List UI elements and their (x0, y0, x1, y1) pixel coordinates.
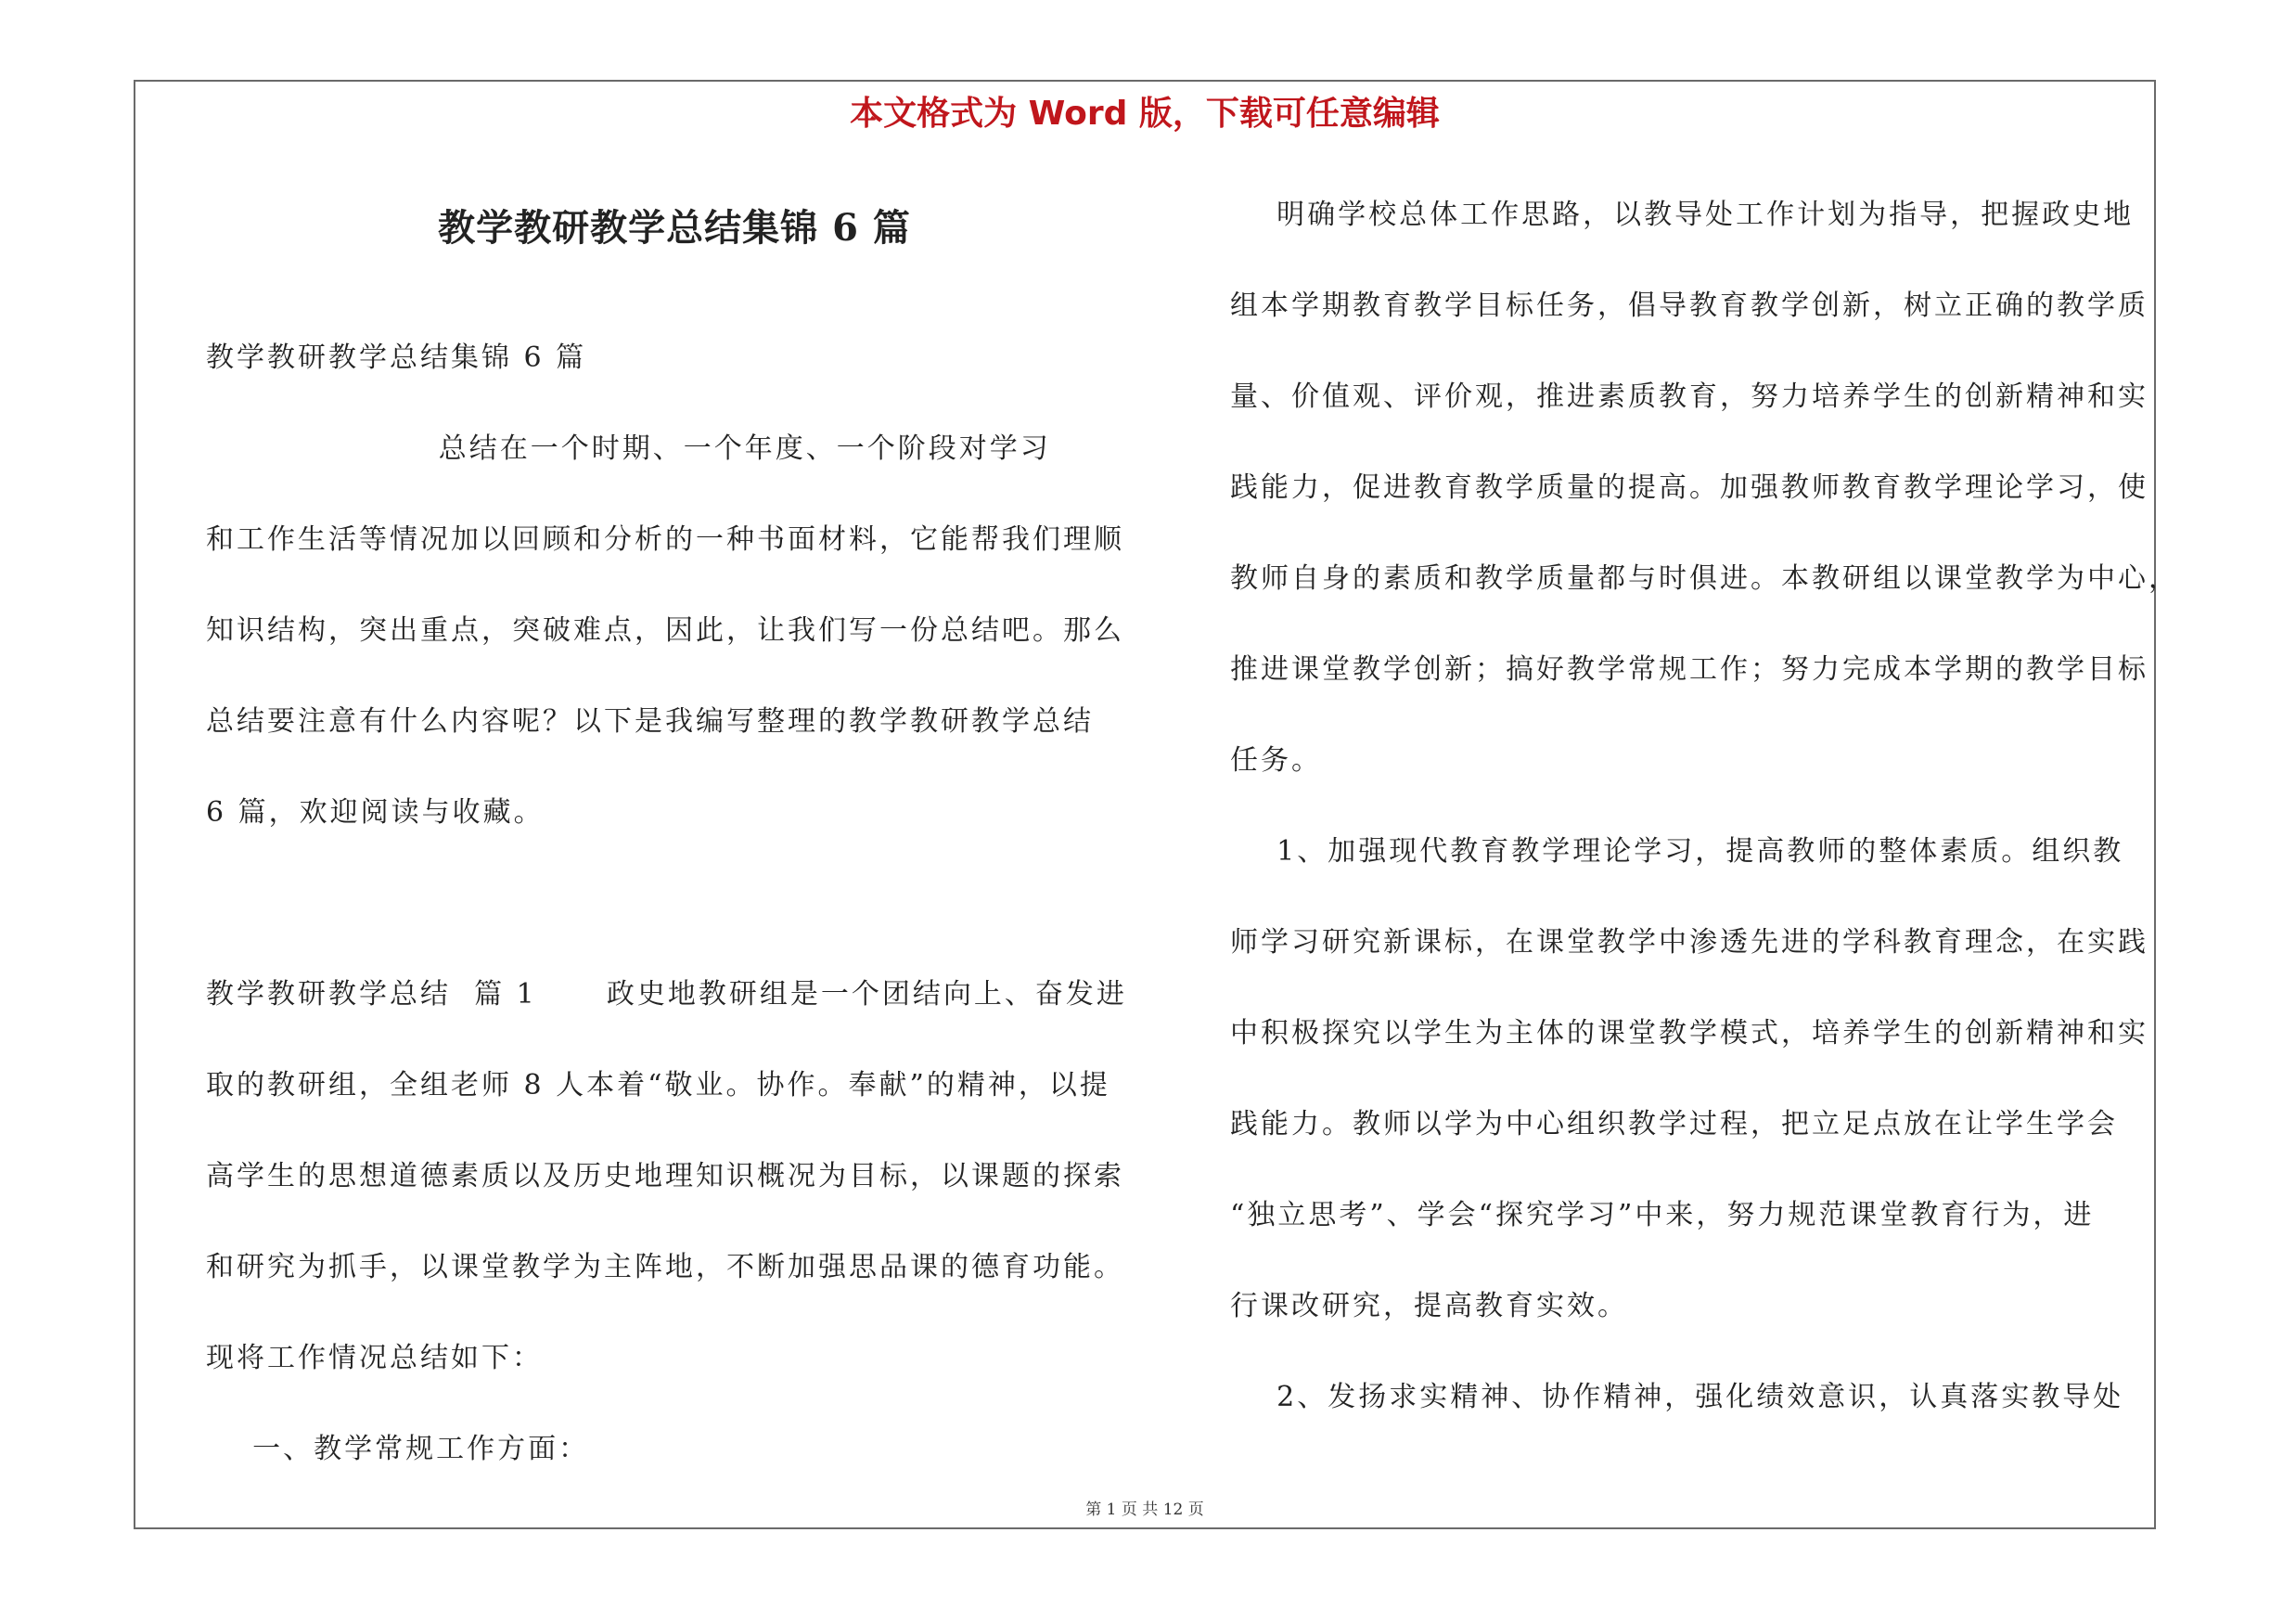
text-line: 6 篇，欢迎阅读与收藏。 (206, 796, 545, 829)
text-line: 现将工作情况总结如下： (206, 1342, 543, 1374)
text-line: 和研究为抓手，以课堂教学为主阵地，不断加强思品课的德育功能。 (206, 1251, 1124, 1283)
text-line: 总结要注意有什么内容呢？以下是我编写整理的教学教研教学总结 (206, 705, 1094, 738)
text-line: 任务。 (1230, 744, 1322, 777)
text-line: 践能力，促进教育教学质量的提高。加强教师教育教学理论学习，使 (1230, 471, 2148, 504)
text-line: 取的教研组，全组老师 8 人本着“敬业。协作。奉献”的精神，以提 (206, 1069, 1110, 1101)
text-line: 行课改研究，提高教育实效。 (1230, 1290, 1628, 1322)
text-line: 一、教学常规工作方面： (206, 1433, 590, 1465)
text-line: 高学生的思想道德素质以及历史地理知识概况为目标，以课题的探索 (206, 1160, 1124, 1192)
text-line: 总结在一个时期、一个年度、一个阶段对学习 (206, 432, 1051, 465)
text-line: 师学习研究新课标，在课堂教学中渗透先进的学科教育理念，在实践 (1230, 926, 2148, 959)
text-line: 教师自身的素质和教学质量都与时俱进。本教研组以课堂教学为中心， (1230, 562, 2179, 595)
text-line: 推进课堂教学创新；搞好教学常规工作；努力完成本学期的教学目标 (1230, 653, 2148, 686)
text-line: 明确学校总体工作思路，以教导处工作计划为指导，把握政史地 (1230, 199, 2135, 231)
text-line: 中积极探究以学生为主体的课堂教学模式，培养学生的创新精神和实 (1230, 1017, 2148, 1050)
document-title: 教学教研教学总结集锦 6 篇 (438, 206, 911, 250)
text-line: 组本学期教育教学目标任务，倡导教育教学创新，树立正确的教学质 (1230, 290, 2148, 322)
text-line: 2、发扬求实精神、协作精神，强化绩效意识，认真落实教导处 (1230, 1381, 2124, 1413)
text-line: 和工作生活等情况加以回顾和分析的一种书面材料，它能帮我们理顺 (206, 523, 1124, 556)
page-number-footer: 第 1 页 共 12 页 (1085, 1501, 1204, 1519)
text-line: 知识结构，突出重点，突破难点，因此，让我们写一份总结吧。那么 (206, 614, 1124, 647)
text-line: “独立思考”、学会“探究学习”中来，努力规范课堂教育行为，进 (1230, 1199, 2095, 1231)
text-line: 量、价值观、评价观，推进素质教育，努力培养学生的创新精神和实 (1230, 380, 2148, 413)
text-line: 践能力。教师以学为中心组织教学过程，把立足点放在让学生学会 (1230, 1108, 2118, 1140)
word-format-banner: 本文格式为 Word 版，下载可任意编辑 (850, 95, 1440, 133)
document-page (134, 80, 2179, 1529)
text-line: 教学教研教学总结集锦 6 篇 (206, 341, 587, 374)
text-line: 1、加强现代教育教学理论学习，提高教师的整体素质。组织教 (1230, 835, 2124, 868)
text-line: 教学教研教学总结 篇 1 政史地教研组是一个团结向上、奋发进 (206, 978, 1127, 1011)
